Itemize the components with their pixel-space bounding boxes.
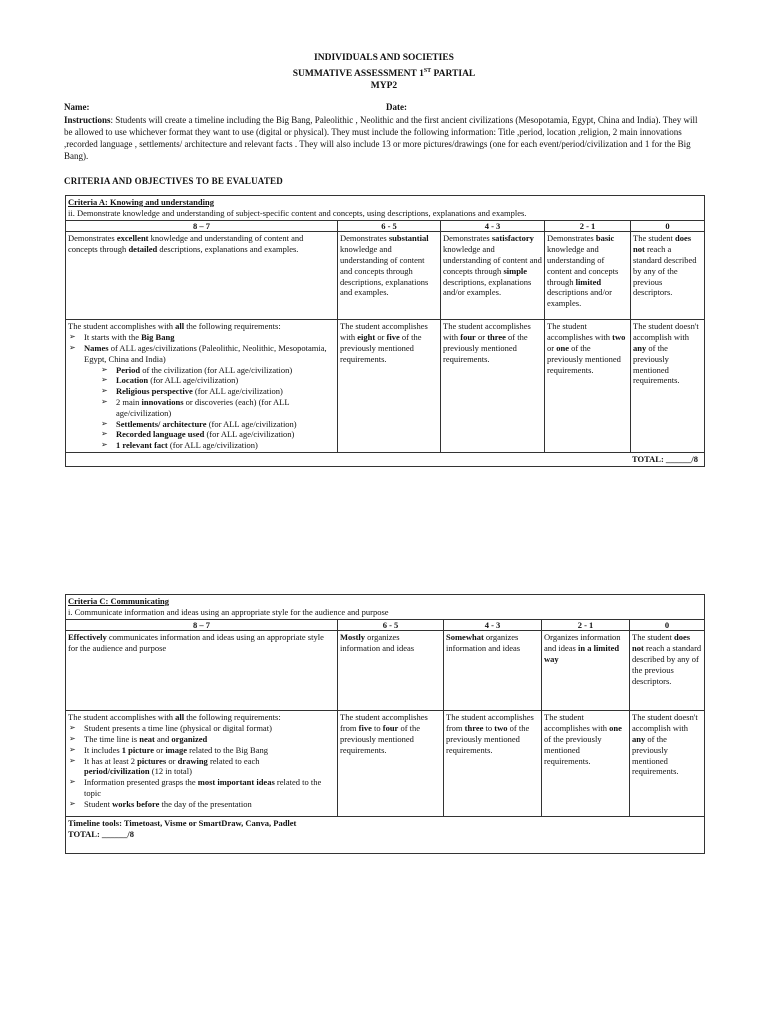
- item-bold: image: [165, 744, 188, 755]
- requirements-list: [68, 723, 335, 809]
- item-text: 2 main: [116, 396, 142, 407]
- criterion-a-total-row: [66, 452, 705, 466]
- level-header: 8 – 7: [66, 220, 338, 232]
- item-text: The time line is: [84, 733, 140, 744]
- item-bold: Period: [116, 364, 141, 375]
- descriptor-cell: [338, 631, 444, 711]
- descriptor-text: organizes information and ideas: [446, 632, 521, 654]
- accomplish-cell: [444, 711, 542, 817]
- descriptor-bold: Mostly: [340, 632, 366, 643]
- item-text: of the civilization (for ALL age/civilization): [140, 364, 293, 375]
- item-text: or discoveries (each) (for ALL age/civilization): [116, 396, 290, 418]
- item-text: of ALL ages/civilizations (Paleolithic, Neolithic, Mesopotamia, Egypt, China and India): [84, 342, 327, 364]
- descriptor-text: descriptions, explanations and examples.: [157, 244, 299, 255]
- item-bold: pictures: [137, 755, 167, 766]
- level-header: 0: [630, 619, 705, 631]
- acc-text: The student accomplishes with: [544, 712, 610, 734]
- criterion-a-table: [65, 195, 705, 467]
- descriptor-bold: detailed: [128, 244, 158, 255]
- acc-bold: one: [556, 342, 569, 353]
- criterion-c-title-cell: [66, 595, 705, 620]
- criterion-c-footer-row: [66, 817, 705, 854]
- requirements-cell: [66, 711, 338, 817]
- criterion-c-title-row: [66, 595, 705, 620]
- descriptor-bold: satisfactory: [491, 233, 534, 244]
- descriptor-text: knowledge and understanding of content and concepts through descriptions, explanations and examples.: [340, 244, 429, 298]
- descriptor-bold: excellent: [116, 233, 149, 244]
- descriptor-cell: [338, 232, 441, 320]
- item-bold: drawing: [177, 755, 208, 766]
- descriptor-cell: [66, 232, 338, 320]
- timeline-tools: Timeline tools: Timetoast, Visme or SmartDraw, Canva, Padlet: [68, 818, 297, 829]
- criteria-heading: CRITERIA AND OBJECTIVES TO BE EVALUATED: [64, 176, 283, 186]
- descriptor-cell: [545, 232, 631, 320]
- descriptor-text: Demonstrates: [340, 233, 389, 244]
- acc-bold: one: [609, 723, 622, 734]
- acc-bold: four: [460, 332, 476, 343]
- acc-text: of the previously mentioned requirements.: [547, 342, 621, 375]
- list-item: [68, 756, 335, 778]
- instructions: [64, 114, 704, 162]
- list-item: [100, 429, 335, 440]
- item-bold: neat: [139, 733, 155, 744]
- list-item: [100, 440, 335, 451]
- acc-text: of the previously mentioned requirements.: [544, 733, 602, 766]
- descriptor-cell: [441, 232, 545, 320]
- item-bold: Settlements/ architecture: [116, 418, 207, 429]
- descriptor-text: descriptions, explanations and/or examples.: [443, 276, 532, 298]
- descriptor-cell: [66, 631, 338, 711]
- item-bold: period/civilization: [84, 766, 150, 777]
- acc-bold: two: [612, 332, 626, 343]
- descriptor-cell: [631, 232, 705, 320]
- acc-text: of the previously mentioned requirements.: [340, 332, 422, 364]
- descriptor-text: descriptions and/or examples.: [547, 287, 612, 309]
- criterion-a-title-row: [66, 196, 705, 221]
- acc-text: or: [375, 332, 387, 343]
- acc-bold: any: [632, 733, 646, 744]
- descriptor-text: The student: [632, 632, 675, 643]
- requirements-intro: [68, 321, 335, 332]
- descriptor-bold: limited: [575, 276, 602, 287]
- list-item: [68, 723, 335, 734]
- item-bold: Big Bang: [141, 332, 175, 343]
- list-item: [100, 397, 335, 419]
- acc-text: The student accomplishes from: [340, 712, 428, 734]
- acc-text: The student doesn't accomplish with: [632, 712, 698, 734]
- list-item: [68, 777, 335, 799]
- item-text: related to each: [207, 755, 260, 766]
- accomplish-cell: [631, 320, 705, 453]
- date-label: Date:: [386, 102, 407, 112]
- descriptor-text: communicates information and ideas using an appropriate style for the audience and purpose: [68, 632, 324, 654]
- grade-level: MYP2: [370, 81, 398, 92]
- acc-text: The student accomplishes with: [443, 321, 531, 343]
- requirements-intro: [68, 712, 335, 723]
- descriptor-bold: Effectively: [68, 632, 107, 643]
- acc-text: to: [371, 723, 383, 734]
- list-item: [100, 375, 335, 386]
- descriptor-bold: simple: [503, 265, 528, 276]
- acc-bold: two: [494, 723, 508, 734]
- criterion-c-table: [65, 594, 705, 854]
- assessment-title-text: SUMMATIVE ASSESSMENT 1: [292, 68, 424, 79]
- item-text: (12 in total): [149, 766, 192, 777]
- descriptor-bold: in a limited way: [544, 643, 620, 664]
- item-bold: Names: [84, 342, 109, 353]
- descriptor-cell: [444, 631, 542, 711]
- descriptor-cell: [542, 631, 630, 711]
- item-text: the day of the presentation: [159, 798, 252, 809]
- level-header: 4 - 3: [444, 619, 542, 631]
- acc-bold: five: [386, 332, 400, 343]
- descriptor-bold: substantial: [388, 233, 429, 244]
- accomplish-cell: [630, 711, 705, 817]
- descriptor-text: knowledge and understanding of content and concepts through: [443, 244, 542, 276]
- intro-text: the following requirements:: [184, 712, 281, 723]
- criterion-c-title: Criteria C: Communicating: [68, 596, 170, 606]
- descriptor-text: Demonstrates: [68, 233, 117, 244]
- acc-text: of the previously mentioned requirements.: [632, 733, 679, 777]
- descriptor-bold: does not: [633, 233, 692, 255]
- accomplish-cell: [545, 320, 631, 453]
- acc-text: of the previously mentioned requirements.: [633, 342, 680, 386]
- acc-text: of the previously mentioned requirements.: [340, 723, 421, 755]
- criterion-c-levels-row: [66, 619, 705, 631]
- level-header: 6 - 5: [338, 220, 441, 232]
- acc-bold: five: [358, 723, 372, 734]
- descriptor-bold: does not: [632, 632, 691, 654]
- list-item: [68, 745, 335, 756]
- criterion-c-requirements-row: [66, 711, 705, 817]
- name-label: Name:: [64, 102, 90, 112]
- descriptor-text: Demonstrates: [443, 233, 492, 244]
- accomplish-cell: [338, 320, 441, 453]
- intro-bold: all: [175, 712, 185, 723]
- item-text: (for ALL age/civilization): [192, 386, 283, 397]
- acc-bold: three: [464, 723, 484, 734]
- criterion-a-requirements-row: [66, 320, 705, 453]
- acc-text: The student accomplishes with: [547, 321, 613, 343]
- assessment-title-sup: ST: [423, 67, 432, 74]
- sub-requirements-list: [84, 365, 335, 451]
- criterion-c-objective: i. Communicate information and ideas using an appropriate style for the audience and purpose: [68, 606, 389, 617]
- item-text: (for ALL age/civilization): [148, 375, 239, 386]
- list-item: [68, 734, 335, 745]
- list-item: [100, 419, 335, 430]
- criterion-a-title-cell: [66, 196, 705, 221]
- item-text: related to the Big Bang: [187, 744, 268, 755]
- item-text: Information presented grasps the: [84, 777, 198, 788]
- instructions-text: : Students will create a timeline including the Big Bang, Paleolithic , Neolithic and the first ancient civilizations (Mesopotamia, Egypt, China and India). They will be allowed to use whichever format they want to use (digital or physical). They must include the following information: Title ,period, location ,religion, 2 main innovations ,recorded language , settlements/ architecture and relevant facts . They will also include 13 or more pictures/drawings (one for each event/period/civilization and 1 for the Big Bang).: [64, 115, 698, 161]
- level-header: 2 - 1: [542, 619, 630, 631]
- criterion-c-footer-cell: [66, 817, 705, 854]
- accomplish-cell: [441, 320, 545, 453]
- item-bold: most important ideas: [197, 777, 275, 788]
- list-item: [100, 365, 335, 376]
- descriptor-text: The student: [633, 233, 676, 244]
- item-bold: 1 picture: [121, 744, 154, 755]
- descriptor-text: knowledge and understanding of content and concepts through: [68, 233, 304, 255]
- acc-bold: four: [382, 723, 399, 734]
- criterion-a-objective: ii. Demonstrate knowledge and understanding of subject-specific content and concepts, using descriptions, explanations and examples.: [68, 207, 527, 218]
- assessment-title-suffix: PARTIAL: [431, 68, 476, 79]
- item-text: or: [153, 744, 166, 755]
- item-bold: 1 relevant fact: [116, 440, 168, 451]
- acc-text: or: [475, 332, 488, 343]
- level-header: 2 - 1: [545, 220, 631, 232]
- item-bold: organized: [171, 733, 208, 744]
- acc-text: The student doesn't accomplish with: [633, 321, 699, 343]
- acc-text: or: [547, 342, 557, 353]
- item-bold: Religious perspective: [116, 386, 193, 397]
- item-text: It includes: [84, 744, 122, 755]
- list-item: [100, 386, 335, 397]
- list-item: [68, 332, 335, 343]
- instructions-label: Instructions: [64, 115, 111, 125]
- level-header: 4 - 3: [441, 220, 545, 232]
- descriptor-cell: [630, 631, 705, 711]
- criterion-a-title: Criteria A: Knowing and understanding: [68, 197, 214, 207]
- criterion-c-total: TOTAL: ______/8: [68, 829, 135, 840]
- descriptor-bold: Somewhat: [446, 632, 484, 643]
- level-header: 6 - 5: [338, 619, 444, 631]
- requirements-list: [68, 332, 335, 451]
- item-bold: Location: [116, 375, 149, 386]
- acc-text: of the previously mentioned requirements.: [446, 723, 530, 755]
- level-header: 0: [631, 220, 705, 232]
- accomplish-cell: [338, 711, 444, 817]
- criterion-a-descriptor-row: [66, 232, 705, 320]
- list-item: [68, 343, 335, 451]
- item-text: Student: [84, 798, 113, 809]
- acc-text: of the previously mentioned requirements.: [443, 332, 528, 364]
- descriptor-text: reach a standard described by any of the previous descriptors.: [632, 643, 702, 686]
- document-header: [0, 52, 768, 93]
- acc-text: The student accomplishes with: [340, 321, 428, 343]
- intro-bold: all: [175, 321, 185, 332]
- acc-bold: eight: [357, 332, 376, 343]
- item-text: (for ALL age/civilization): [167, 440, 258, 451]
- list-item: [68, 799, 335, 810]
- intro-text: the following requirements:: [184, 321, 281, 332]
- acc-text: The student accomplishes from: [446, 712, 534, 734]
- item-text: Student presents a time line (physical or digital format): [84, 723, 272, 734]
- item-text: and: [154, 733, 172, 744]
- subject-title: INDIVIDUALS AND SOCIETIES: [314, 53, 454, 63]
- level-header: 8 – 7: [66, 619, 338, 631]
- descriptor-text: Demonstrates: [547, 233, 596, 244]
- item-text: It starts with the: [84, 332, 142, 343]
- requirements-cell: [66, 320, 338, 453]
- criterion-c-descriptor-row: [66, 631, 705, 711]
- intro-text: The student accomplishes with: [68, 712, 176, 723]
- acc-bold: any: [633, 342, 647, 353]
- descriptor-bold: basic: [595, 233, 615, 244]
- criterion-a-total: TOTAL: ______/8: [66, 452, 705, 466]
- intro-text: The student accomplishes with: [68, 321, 176, 332]
- item-text: or: [166, 755, 178, 766]
- descriptor-text: reach a standard described by any of the previous descriptors.: [633, 244, 697, 298]
- descriptor-text: knowledge and understanding of content and concepts through: [547, 244, 619, 287]
- descriptor-text: organizes information and ideas: [340, 632, 415, 654]
- item-bold: works before: [112, 798, 160, 809]
- item-text: related to the topic: [84, 777, 322, 798]
- item-text: (for ALL age/civilization): [204, 429, 295, 440]
- acc-bold: three: [487, 332, 506, 343]
- assessment-title: [0, 65, 768, 81]
- item-bold: Recorded language used: [116, 429, 205, 440]
- descriptor-text: Organizes information and ideas: [544, 632, 621, 654]
- criterion-a-levels-row: [66, 220, 705, 232]
- item-bold: innovations: [141, 396, 184, 407]
- name-date-line: [64, 102, 704, 114]
- item-text: (for ALL age/civilization): [206, 418, 297, 429]
- item-text: It has at least 2: [84, 755, 138, 766]
- acc-text: to: [483, 723, 495, 734]
- accomplish-cell: [542, 711, 630, 817]
